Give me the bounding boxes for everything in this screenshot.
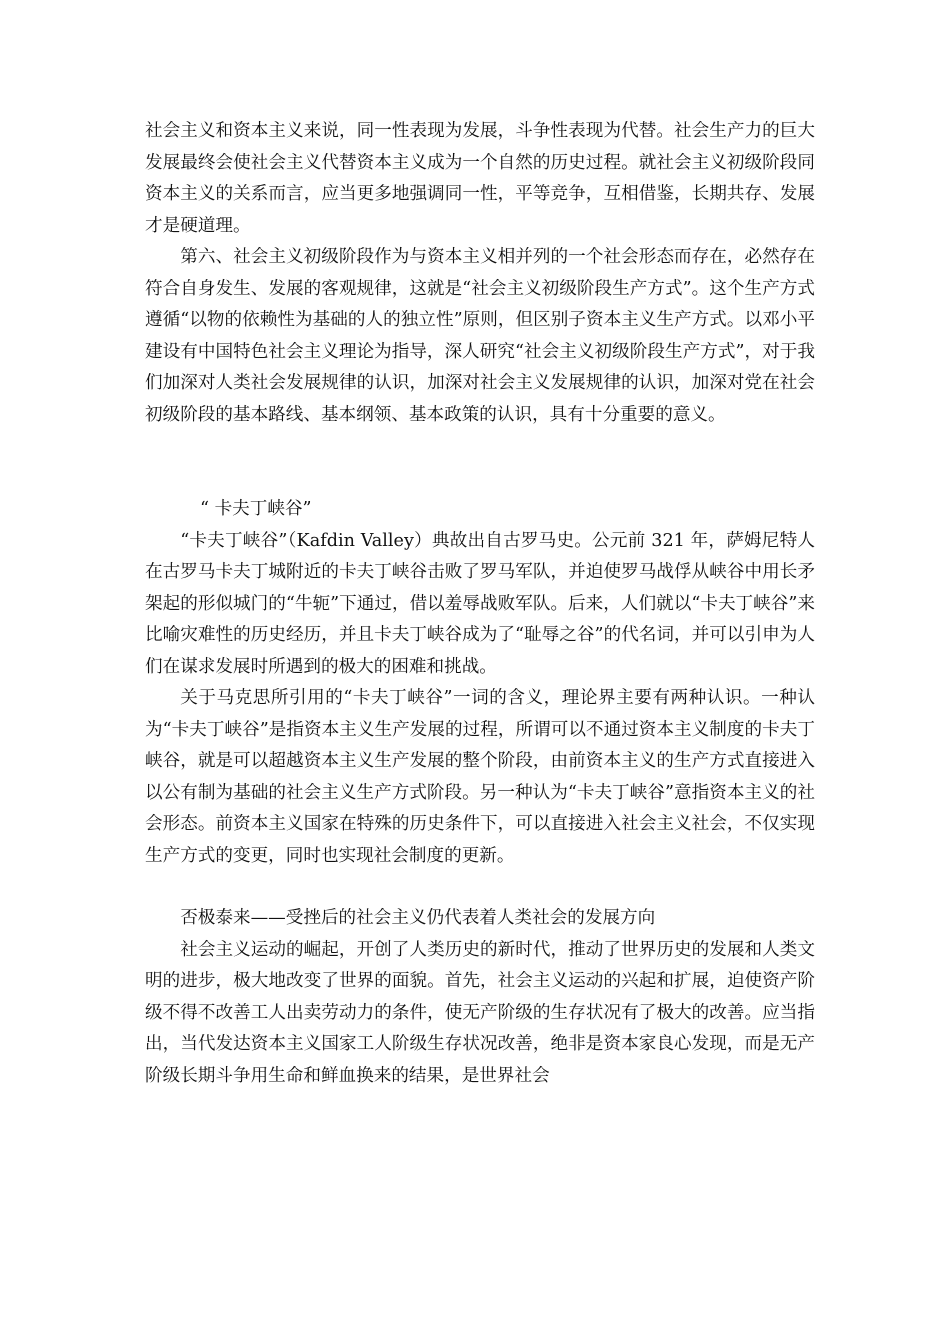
- document-page: [145, 116, 815, 1092]
- paragraph-socialism-movement: 社会主义运动的崛起，开创了人类历史的新时代，推动了世界历史的发展和人类文明的进步，极大地改变了世界的面貌。首先，社会主义运动的兴起和扩展，迫使资产阶级不得不改善工人出卖劳动力的条件，使无产阶级的生存状况有了极大的改善。应当指出，当代发达资本主义国家工人阶级生存状况改善，绝非是资本家良心发现，而是无产阶级长期斗争用生命和鲜血换来的结果，是世界社会: [145, 939, 815, 1086]
- paragraph-kafdin-meaning: 关于马克思所引用的“卡夫丁峡谷”一词的含义，理论界主要有两种认识。一种认为“卡夫丁峡谷”是指资本主义生产发展的过程，所谓可以不通过资本主义制度的卡夫丁峡谷，就是可以超越资本主义生产发展的整个阶段，由前资本主义的生产方式直接进入以公有制为基础的社会主义生产方式阶段。另一种认为“卡夫丁峡谷”意指资本主义的社会形态。前资本主义国家在特殊的历史条件下，可以直接进入社会主义社会，不仅实现生产方式的变更，同时也实现社会制度的更新。: [145, 688, 815, 866]
- paragraph-capitalism-relation: 社会主义和资本主义来说，同一性表现为发展，斗争性表现为代替。社会生产力的巨大发展最终会使社会主义代替资本主义成为一个自然的历史过程。就社会主义初级阶段同资本主义的关系而言，应当更多地强调同一性，平等竞争，互相借鉴，长期共存、发展才是硬道理。: [145, 121, 815, 236]
- section-heading-socialism-direction: 否极泰来——受挫后的社会主义仍代表着人类社会的发展方向: [180, 908, 656, 928]
- section-heading-kafdin-valley: “ 卡夫丁峡谷”: [200, 499, 312, 519]
- paragraph-sixth-point: 第六、社会主义初级阶段作为与资本主义相并列的一个社会形态而存在，必然存在符合自身发生、发展的客观规律，这就是“社会主义初级阶段生产方式”。这个生产方式遵循“以物的依赖性为基础的人的独立性”原则，但区别子资本主义生产方式。以邓小平建设有中国特色社会主义理论为指导，深人研究“社会主义初级阶段生产方式”，对于我们加深对人类社会发展规律的认识，加深对社会主义发展规律的认识，加深对党在社会初级阶段的基本路线、基本纲领、基本政策的认识，具有十分重要的意义。: [145, 247, 815, 425]
- paragraph-kafdin-origin: “卡夫丁峡谷”（Kafdin Valley）典故出自古罗马史。公元前 321 年，萨姆尼特人在古罗马卡夫丁城附近的卡夫丁峡谷击败了罗马军队，并迫使罗马战俘从峡谷中用长矛架起的形似城门的“牛轭”下通过，借以羞辱战败军队。后来，人们就以“卡夫丁峡谷”来比喻灾难性的历史经历，并且卡夫丁峡谷成为了“耻辱之谷”的代名词，并可以引申为人们在谋求发展时所遇到的极大的困难和挑战。: [145, 530, 815, 677]
